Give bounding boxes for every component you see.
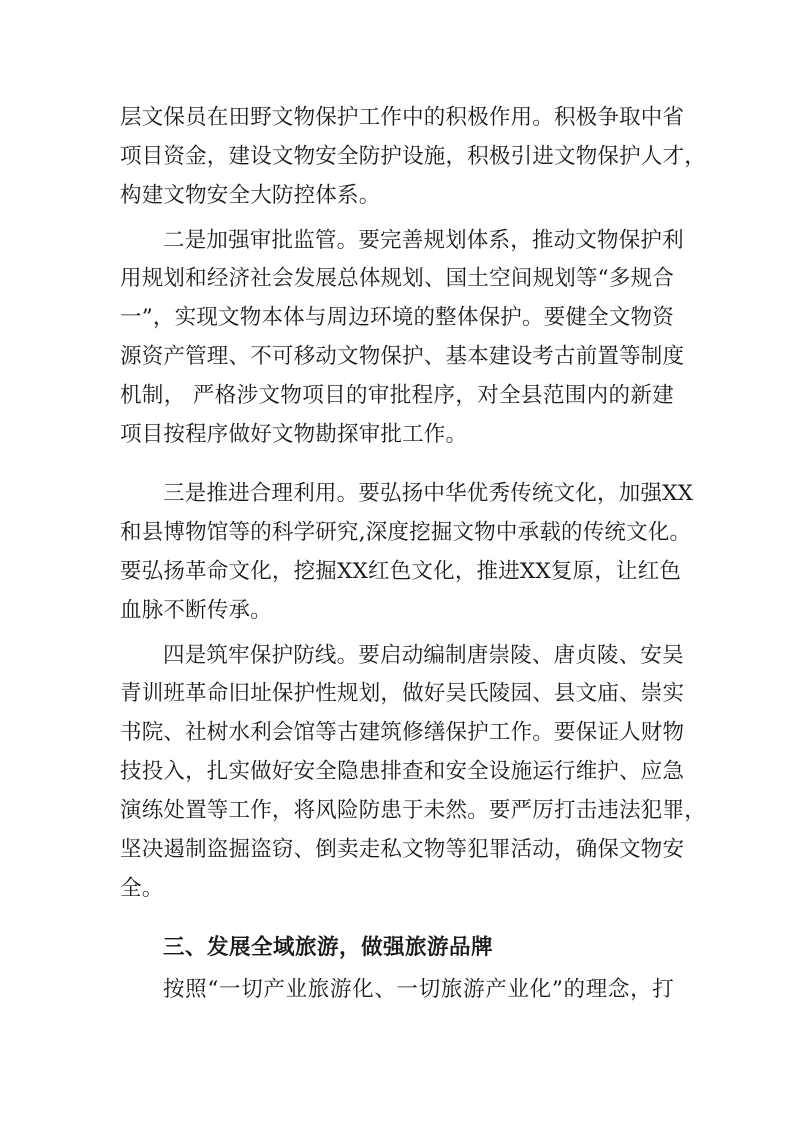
text-line: 机制， 严格涉文物项目的审批程序，对全县范围内的新建 bbox=[120, 383, 674, 408]
text-line: 全。 bbox=[120, 876, 164, 901]
text-line: 演练处置等工作，将风险防患于未然。要严厉打击违法犯罪， bbox=[120, 798, 706, 823]
text-line: 和县博物馆等的科学研究,深度挖掘文物中承载的传统文化。 bbox=[120, 520, 692, 545]
text-line: 用规划和经济社会发展总体规划、国土空间规划等“多规合 bbox=[120, 266, 674, 291]
text-line: 源资产管理、不可移动文物保护、基本建设考古前置等制度 bbox=[120, 344, 685, 369]
paragraph-first-line: 按照“一切产业旅游化、一切旅游产业化”的理念，打 bbox=[163, 977, 674, 1002]
paragraph-first-line: 四是筑牢保护防线。要启动编制唐崇陵、唐贞陵、安吴 bbox=[163, 643, 684, 668]
section-heading: 三、发展全域旅游，做强旅游品牌 bbox=[163, 935, 494, 960]
text-line: 项目资金，建设文物安全防护设施，积极引进文物保护人才， bbox=[120, 144, 706, 169]
text-line: 要弘扬革命文化，挖掘XX红色文化，推进XX复原，让红色 bbox=[120, 559, 682, 584]
paragraph-first-line: 三是推进合理利用。要弘扬中华优秀传统文化，加强XX bbox=[163, 481, 694, 506]
text-line: 构建文物安全大防控体系。 bbox=[120, 183, 381, 208]
paragraph-first-line: 二是加强审批监管。要完善规划体系，推动文物保护利 bbox=[163, 228, 684, 253]
text-line: 技投入，扎实做好安全隐患排查和安全设施运行维护、应急 bbox=[120, 759, 685, 784]
text-line: 坚决遏制盗掘盗窃、倒卖走私文物等犯罪活动，确保文物安 bbox=[120, 837, 685, 862]
text-line: 血脉不断传承。 bbox=[120, 598, 272, 623]
text-line: 青训班革命旧址保护性规划，做好吴氏陵园、县文庙、崇实 bbox=[120, 681, 685, 706]
text-line: 书院、社树水利会馆等古建筑修缮保护工作。要保证人财物 bbox=[120, 720, 685, 745]
text-line: 层文保员在田野文物保护工作中的积极作用。积极争取中省 bbox=[120, 105, 685, 130]
text-line: 一”，实现文物本体与周边环境的整体保护。要健全文物资 bbox=[120, 305, 674, 330]
text-line: 项目按程序做好文物勘探审批工作。 bbox=[120, 422, 468, 447]
